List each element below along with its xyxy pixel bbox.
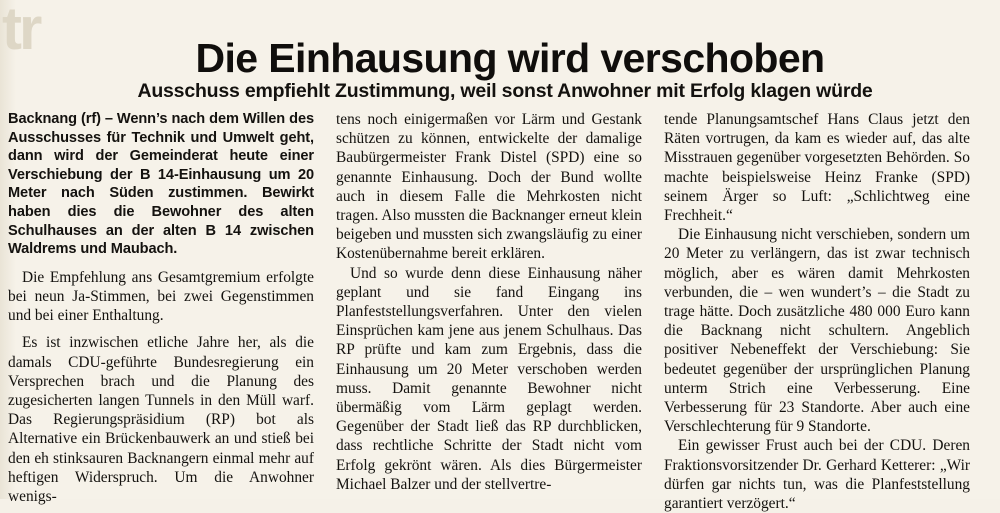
article-body <box>8 110 996 513</box>
article-paragraph: Ein gewisser Frust auch bei der CDU. Deren Fraktionsvorsitzender Dr. Gerhard Ketterer: „Wir dürfen gar nichts tun, was die Planfeststellung garantiert verzögert.“ <box>664 437 970 513</box>
article-lead-paragraph: Backnang (rf) – Wenn’s nach dem Willen des Ausschusses für Technik und Umwelt geht, dann wird der Gemeinderat heute einer Verschiebung der B 14-Einhausung um 20 Meter nach Süden zustimmen. Bewirkt haben dies die Bewohner des alten Schulhauses an der alten B 14 zwischen Waldrems und Maubach. <box>8 111 314 258</box>
article-column-2 <box>336 110 642 496</box>
article-paragraph: Die Empfehlung ans Gesamtgremium erfolgte bei neun Ja-Stimmen, bei zwei Gegenstimmen und bei einer Enthaltung. <box>8 268 314 325</box>
article-column-1 <box>8 110 314 505</box>
article-paragraph: tens noch einigermaßen vor Lärm und Gestank schützen zu können, entwickelte der damalige Baubürgermeister Frank Distel (SPD) eine so genannte Einhausung. Doch der Bund wollte auch in diesem Falle die Mehrkosten nicht tragen. Also mussten die Backnanger erneut klein beigeben und mussten sich zwangsläufig zu einer Kostenübernahme bereit erklären. <box>336 111 642 263</box>
article-paragraph: Die Einhausung nicht verschieben, sondern um 20 Meter zu verlängern, das ist zwar technisch möglich, aber es wären damit Mehrkosten verbunden, die – wen wundert’s – die Stadt zu trage hätte. Doch zusätzliche 480 000 Euro kann die Backnang nicht schultern. Angeblich positiver Nebeneffekt der Verschiebung: Sie bedeutet gegenüber der ursprünglichen Planung unterm Strich eine Verbesserung. Eine Verbesserung für 23 Standorte. Aber auch eine Verschlechterung für 9 Standorte. <box>664 226 970 436</box>
bleed-through-text: tr <box>2 0 40 62</box>
article-paragraph: Und so wurde denn diese Einhausung näher geplant und sie fand Eingang ins Planfeststellungsverfahren. Unter den vielen Einsprüchen kam jene aus jenem Schulhaus. Das RP prüfte und kam zum Ergebnis, dass die Einhausung um 20 Meter verschoben werden muss. Damit genannte Bewohner nicht übermäßig vom Lärm geplagt werden. Gegenüber der Stadt ließ das RP durchblicken, dass rechtliche Schritte der Stadt nicht vom Erfolg gekrönt wären. Als dies Bürgermeister Michael Balzer und der stellvertre- <box>336 264 642 493</box>
page-title: Die Einhausung wird verschoben <box>195 35 825 82</box>
article-column-3 <box>664 110 970 513</box>
article-paragraph: Es ist inzwischen etliche Jahre her, als die damals CDU-geführte Bundesregierung ein Versprechen brach und die Planung des zugesicherten langen Tunnels in den Müll warf. Das Regierungspräsidium (RP) bot als Alternative ein Brückenbauwerk an und stieß bei den eh stinksauren Backnangern einmal mehr auf heftigen Widerspruch. Um die Anwohner wenigs- <box>8 334 314 505</box>
article-subheadline: Ausschuss empfiehlt Zustimmung, weil sonst Anwohner mit Erfolg klagen würde <box>137 80 873 103</box>
article-paragraph: tende Planungsamtschef Hans Claus jetzt den Räten vortrugen, da kam es wieder auf, das alte Misstrauen gegenüber vorgesetzten Behörden. So machte beispielsweise Heinz Franke (SPD) seinem Ärger so Luft: „Schlichtweg eine Frechheit.“ <box>664 111 970 225</box>
